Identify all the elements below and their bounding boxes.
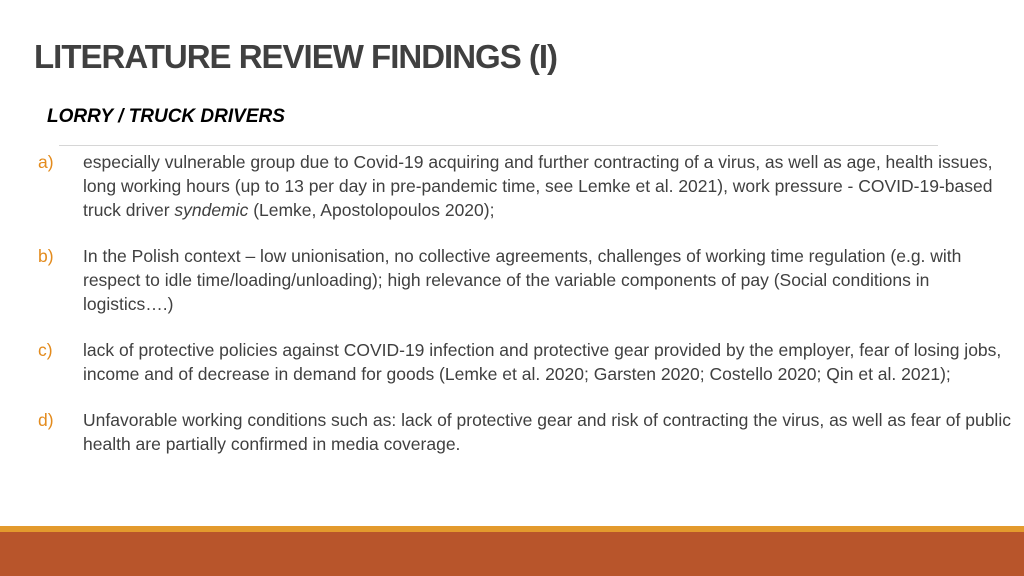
findings-list (0, 150, 1024, 478)
finding-text: Unfavorable working conditions such as: lack of protective gear and risk of contracting the virus, as well as fear of public health are partially confirmed in media coverage. (83, 410, 1011, 454)
list-marker: c) (38, 340, 53, 360)
list-marker: d) (38, 410, 54, 430)
list-marker: a) (38, 152, 54, 172)
finding-text: In the Polish context – low unionisation, no collective agreements, challenges of working time regulation (e.g. with respect to idle time/loading/unloading); high relevance of the variable components of pay (Social conditions in logistics….) (83, 246, 962, 314)
finding-item-d (0, 408, 1024, 456)
finding-item-a (0, 150, 1024, 222)
divider-line (59, 145, 938, 146)
finding-item-b (0, 244, 1024, 316)
finding-text-part: especially vulnerable group due to Covid-19 acquiring and further contracting of a virus, as well as age, health issues, long working hours (up to 13 per day in pre-pandemic time, see Lemke et al. 2021), work pressure - COVID-19-based truck driver (83, 152, 993, 220)
section-subtitle: LORRY / TRUCK DRIVERS (47, 106, 285, 127)
emphasis-term: syndemic (174, 200, 249, 220)
finding-item-c (0, 338, 1024, 386)
finding-text (83, 152, 993, 220)
list-marker: b) (38, 246, 54, 266)
finding-text-part: (Lemke, Apostolopoulos 2020); (248, 200, 495, 220)
footer-bar (0, 526, 1024, 576)
slide-title: LITERATURE REVIEW FINDINGS (I) (34, 38, 558, 75)
finding-text: lack of protective policies against COVID-19 infection and protective gear provided by the employer, fear of losing jobs, income and of decrease in demand for goods (Lemke et al. 2020; Garsten 2020; Costello 2020; Qin et al. 2021); (83, 340, 1002, 384)
